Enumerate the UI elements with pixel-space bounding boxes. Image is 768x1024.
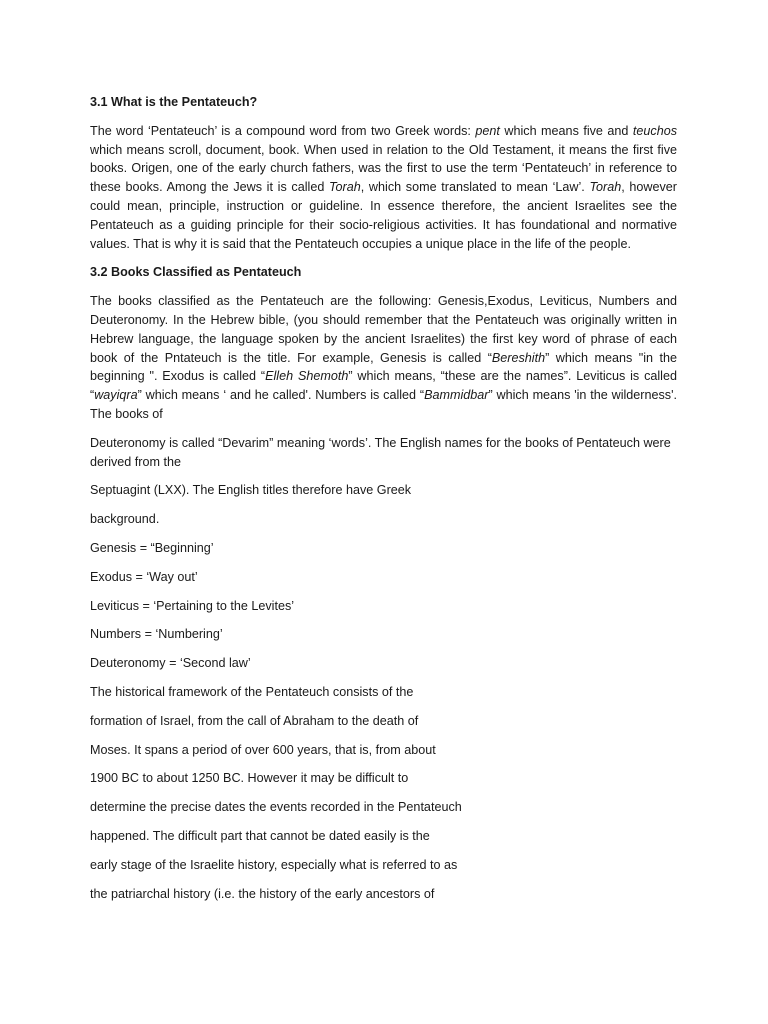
- books-classified-paragraph: [90, 292, 677, 424]
- history-line: 1900 BC to about 1250 BC. However it may be difficult to: [90, 771, 409, 786]
- text-run: The word ‘Pentateuch’ is a compound word from two Greek words:: [90, 123, 476, 138]
- section-heading-3-1: 3.1 What is the Pentateuch?: [90, 95, 258, 109]
- history-line: The historical framework of the Pentateuch consists of the: [90, 684, 414, 699]
- section-heading-3-2: 3.2 Books Classified as Pentateuch: [90, 265, 302, 280]
- text-run: ” which means 'in the wilderness'. The books of: [90, 388, 677, 421]
- italic-term: Torah: [329, 180, 361, 195]
- text-run: ” which means ‘ and he called'. Numbers is called “: [137, 388, 425, 403]
- deuteronomy-paragraph: Deuteronomy is called “Devarim” meaning ‘words’. The English names for the books of Pentateuch were derived from the: [90, 435, 671, 469]
- italic-term: Elleh Shemoth: [265, 369, 349, 384]
- italic-term: Torah: [589, 180, 622, 195]
- italic-term: teuchos: [632, 123, 677, 138]
- history-line: happened. The difficult part that cannot be dated easily is the: [90, 828, 430, 843]
- pentateuch-definition-paragraph: [90, 122, 677, 254]
- history-line: formation of Israel, from the call of Abraham to the death of: [90, 713, 419, 728]
- septuagint-line: Septuagint (LXX). The English titles therefore have Greek: [90, 483, 412, 498]
- book-name-numbers: Numbers = ‘Numbering’: [90, 627, 223, 642]
- book-name-deuteronomy: Deuteronomy = ‘Second law’: [90, 656, 251, 671]
- history-line: Moses. It spans a period of over 600 years, that is, from about: [90, 742, 436, 757]
- history-line: the patriarchal history (i.e. the history of the early ancestors of: [90, 886, 435, 901]
- text-run: The books classified as the Pentateuch are the following: Genesis,Exodus, Leviticus, Numbers and Deuteronomy. In the Hebrew bible, (you should remember that the Pentateuch was originally written in Hebrew language, the language spoken by the ancient Israelites) the first key word of phrase of each book of the Pntateuch is the title. For example, Genesis is called “: [90, 294, 677, 365]
- book-name-genesis: Genesis = “Beginning’: [90, 540, 214, 555]
- text-run: , which some translated to mean ‘Law’.: [360, 180, 590, 195]
- history-line: early stage of the Israelite history, especially what is referred to as: [90, 857, 458, 872]
- text-run: which means scroll, document, book. When used in relation to the Old Testament, it means the first five books. Origen, one of the early church fathers, was the first to use the term ‘Pentateuch’ in reference to these books. Among the Jews it is called: [90, 142, 677, 195]
- italic-term: wayiqra: [94, 388, 138, 403]
- italic-term: Bammidbar: [424, 388, 489, 403]
- background-line: background.: [90, 512, 160, 527]
- book-name-leviticus: Leviticus = ‘Pertaining to the Levites’: [90, 598, 295, 613]
- italic-term: Bereshith: [491, 350, 546, 365]
- text-run: ” which means "in the beginning ". Exodus is called “: [90, 350, 678, 384]
- text-run: ” which means, “these are the names”. Leviticus is called “: [90, 369, 677, 403]
- italic-term: pent: [475, 123, 500, 138]
- history-line: determine the precise dates the events recorded in the Pentateuch: [90, 800, 462, 815]
- text-run: which means five and: [499, 123, 633, 138]
- document-page: [90, 93, 677, 913]
- text-run: , however could mean, principle, instruction or guideline. In essence therefore, the ancient Israelites see the Pentateuch as a guiding principle for their socio-religious activities. It has foundational and normative values. That is why it is said that the Pentateuch occupies a unique place in the life of the people.: [90, 180, 677, 251]
- book-name-exodus: Exodus = ‘Way out’: [90, 569, 198, 584]
